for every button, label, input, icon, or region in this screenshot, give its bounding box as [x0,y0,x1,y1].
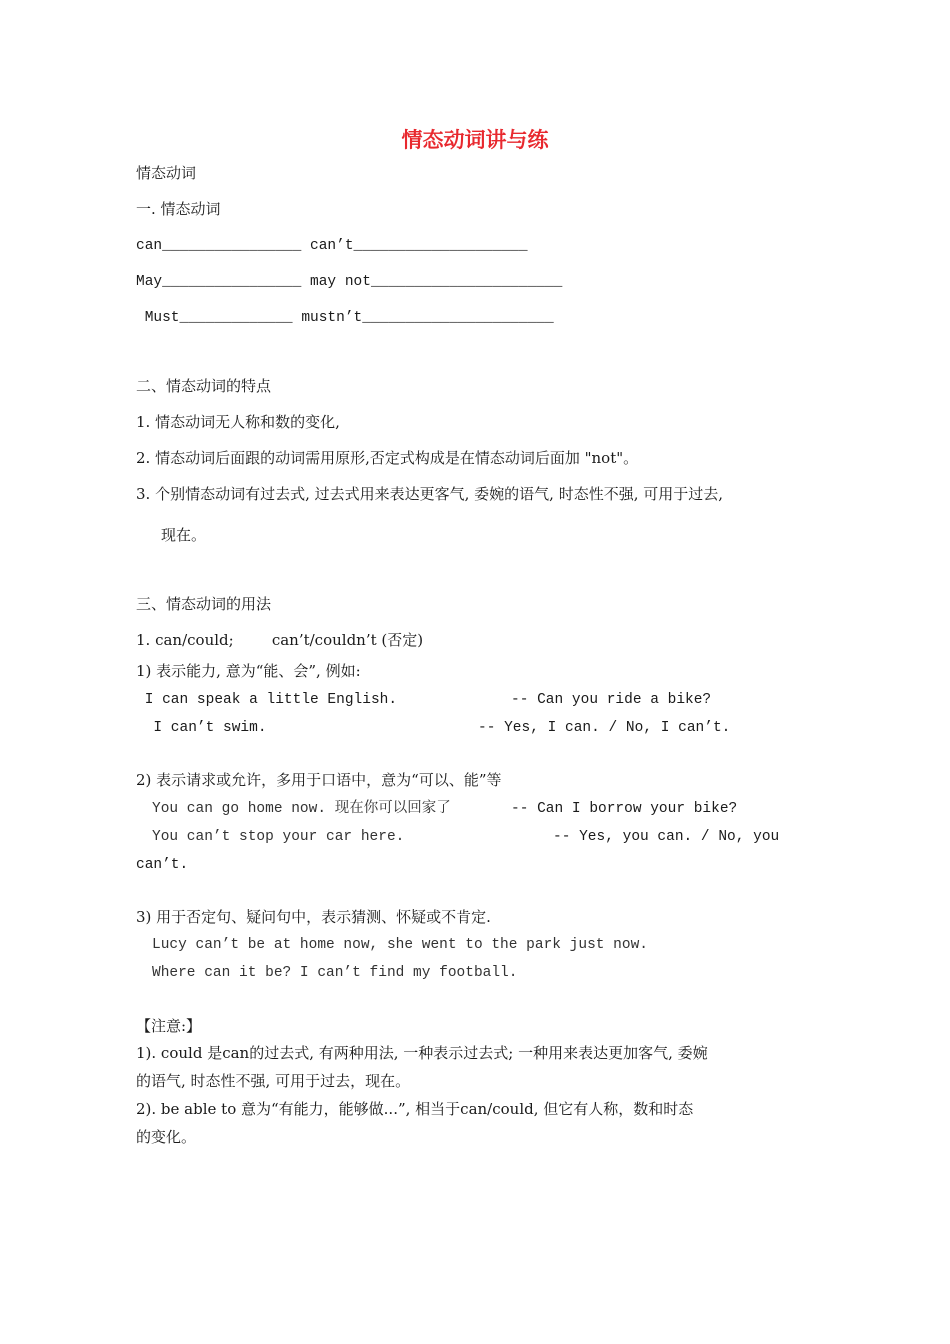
example-sentence: You can’t stop your car here. [152,829,405,845]
note-heading: 【注意:】 [136,1017,202,1035]
example-sentence: -- Can I borrow your bike? [511,801,738,817]
fill-blank-row: Must_____________ mustn’t______________________ [136,310,554,326]
section3-heading: 三、情态动词的用法 [136,595,272,613]
feature-item: 3. 个别情态动词有过去式, 过去式用来表达更客气, 委婉的语气, 时态性不强, 可用于过去, [136,485,723,503]
example-sentence: -- Yes, you can. / No, you [553,829,780,845]
note-line: 2). be able to 意为“有能力，能够做...”, 相当于can/could, 但它有人称，数和时态 [136,1100,694,1118]
example-sentence: -- Yes, I can. / No, I can’t. [478,720,731,736]
example-sentence: I can’t swim. [136,720,267,736]
example-sentence: You can go home now. 现在你可以回家了 [152,801,451,817]
usage3-heading: 3) 用于否定句、疑问句中，表示猜测、怀疑或不肯定. [136,908,491,926]
example-sentence: I can speak a little English. [136,692,398,708]
example-sentence: Lucy can’t be at home now, she went to the park just now. [152,937,648,953]
section2-heading: 二、情态动词的特点 [136,377,272,395]
usage2-heading: 2) 表示请求或允许，多用于口语中，意为“可以、能”等 [136,771,502,789]
page-title: 情态动词讲与练 [401,127,549,152]
example-sentence-continuation: can’t. [136,857,189,873]
feature-item: 2. 情态动词后面跟的动词需用原形,否定式构成是在情态动词后面加 "not"。 [136,449,639,467]
note-line: 1). could 是can的过去式, 有两种用法, 一种表示过去式; 一种用来表达更加客气, 委婉 [136,1044,708,1062]
fill-blank-row: can________________ can’t____________________ [136,238,528,254]
note-line: 的变化。 [136,1128,197,1146]
feature-item: 1. 情态动词无人称和数的变化, [136,413,340,431]
note-line: 的语气, 时态性不强, 可用于过去，现在。 [136,1072,411,1090]
example-sentence: -- Can you ride a bike? [511,692,712,708]
usage-item: 1. can/could; can’t/couldn’t (否定) [136,631,424,649]
usage1-heading: 1) 表示能力, 意为“能、会”, 例如: [136,662,361,680]
section1-heading: 一. 情态动词 [136,200,221,218]
fill-blank-row: May________________ may not______________________ [136,274,563,290]
example-sentence: Where can it be? I can’t find my football. [152,965,518,981]
feature-item-continuation: 现在。 [161,526,207,544]
subtitle: 情态动词 [136,164,197,182]
